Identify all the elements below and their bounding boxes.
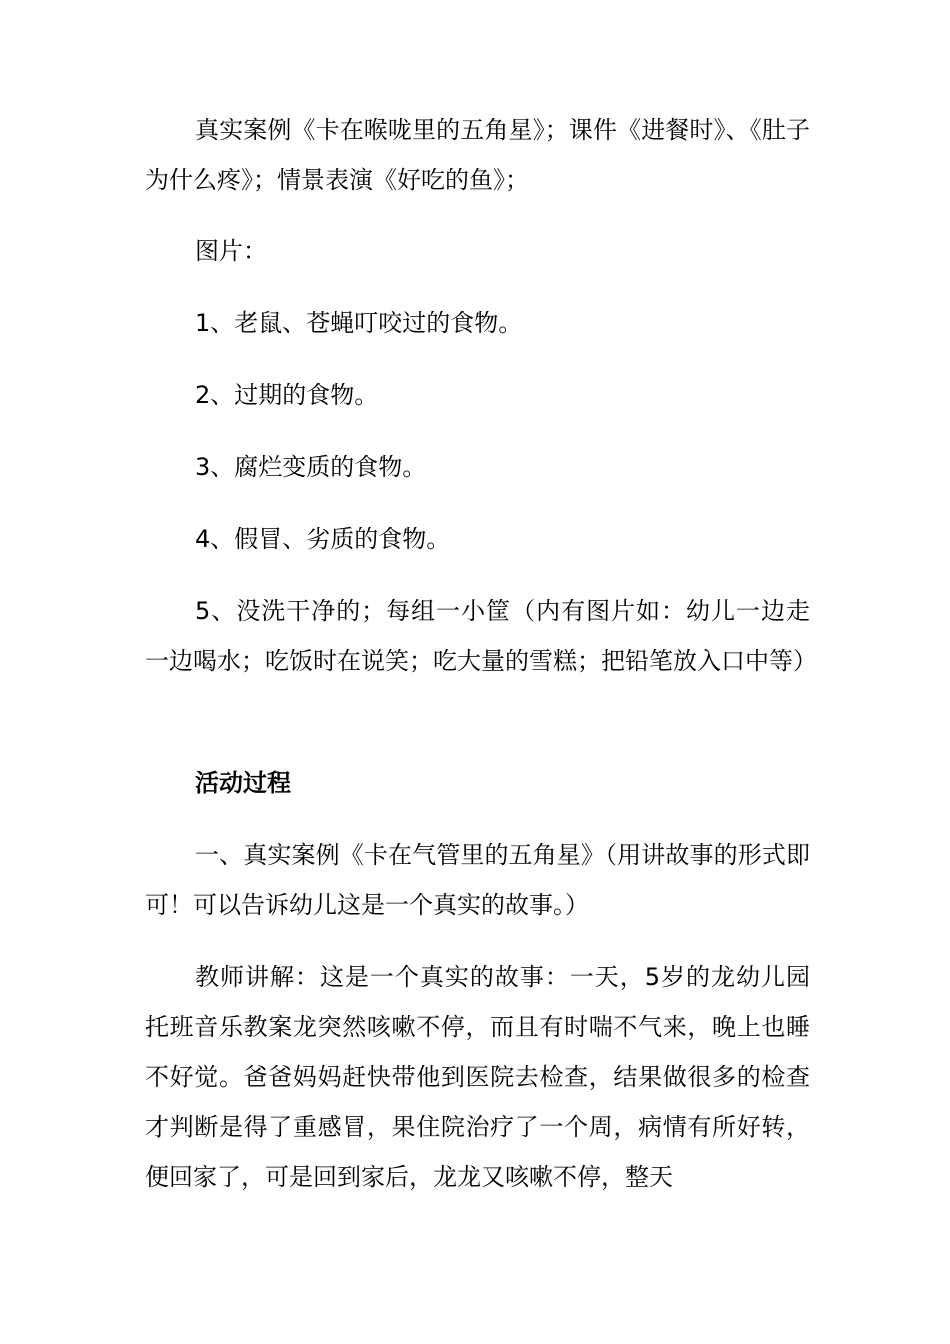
list-item-2: 2、过期的食物。	[195, 381, 379, 409]
section-heading: 活动过程	[195, 769, 291, 797]
list-item-5: 5、没洗干净的；每组一小筐（内有图片如：幼儿一边走一边喝水；吃饭时在说笑；吃大量的雪糕；把铅笔放入口中等）	[145, 597, 817, 675]
case-study-paragraph: 一、真实案例《卡在气管里的五角星》（用讲故事的形式即可！可以告诉幼儿这是一个真实的故事。）	[145, 841, 810, 919]
pictures-label: 图片：	[195, 237, 267, 265]
materials-paragraph: 真实案例《卡在喉咙里的五角星》；课件《进餐时》、《肚子为什么疼》；情景表演《好吃的鱼》；	[145, 116, 810, 194]
list-item-1: 1、老鼠、苍蝇叮咬过的食物。	[195, 309, 523, 337]
list-item-4: 4、假冒、劣质的食物。	[195, 525, 451, 553]
teacher-explanation-paragraph: 教师讲解：这是一个真实的故事：一天，5岁的龙幼儿园托班音乐教案龙突然咳嗽不停，而且有时喘不气来，晚上也睡不好觉。爸爸妈妈赶快带他到医院去检查，结果做很多的检查才判断是得了重感冒，果住院治疗了一个周，病情有所好转，便回家了，可是回到家后，龙龙又咳嗽不停，整天	[145, 963, 810, 1191]
list-item-3: 3、腐烂变质的食物。	[195, 453, 427, 481]
